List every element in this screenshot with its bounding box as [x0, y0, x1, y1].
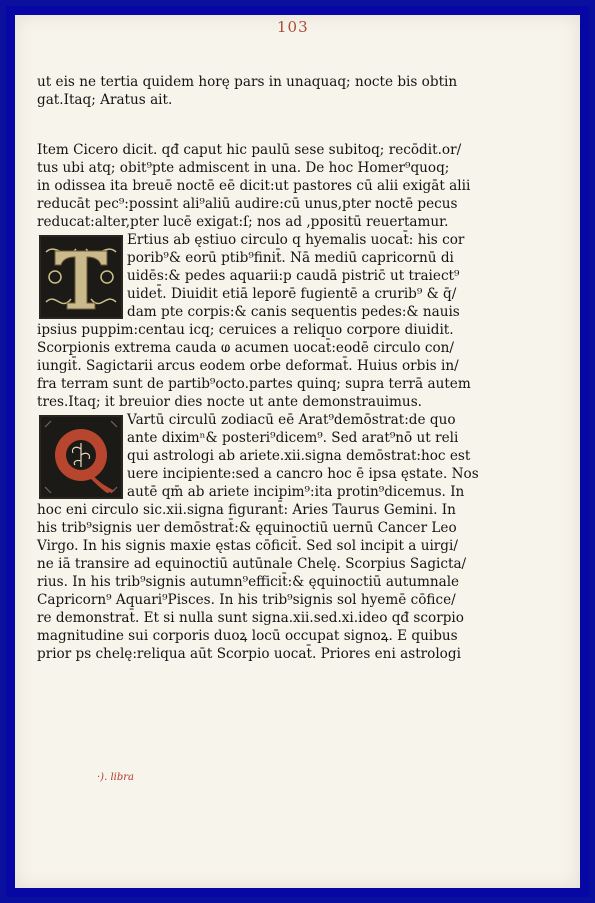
text-line-31: prior ps chelę:reliqua aūt Scorpio uocat̄. Priores eni astrologi: [37, 646, 461, 662]
manuscript-page: [15, 15, 580, 888]
text-line-4: tus ubi atq; obit⁹pte admiscent in una. De hoc Homer⁹quoq;: [37, 160, 450, 176]
text-line-27: rius. In his trib⁹signis autumn⁹efficit̄:& ęquinoctiū autumnale: [37, 574, 460, 590]
initial-t-ornament: [39, 235, 123, 319]
text-line-29: re demonstrat̄. Et si nulla sunt signa.xii.sed.xi.ideo qđ scorpio: [37, 610, 464, 626]
page-number: 103: [277, 18, 309, 36]
initial-q-ornament: [39, 415, 123, 499]
text-line-28: Capricorn⁹ Aquari⁹Pisces. In his trib⁹signis sol hyemē cōfice/: [37, 592, 456, 608]
text-line-3: Item Cicero dicit. qđ caput hic paulū sese subitoq; recōdit.or/: [37, 142, 462, 158]
text-line-12: dam pte corpis:& canis sequentis pedes:& nauis: [127, 304, 460, 320]
text-line-22: autē qm̄ ab ariete incipim⁹:ita protin⁹dicemus. In: [127, 484, 465, 500]
text-line-26: ne iā transire ad equinoctiū autūnale Chelę. Scorpius Sagicta/: [37, 556, 467, 572]
text-line-25: Virgo. In his signis maxie ęstas cōficit̄. Sed sol incipit a uirgi/: [37, 538, 458, 554]
text-line-16: fra terram sunt de partib⁹octo.partes quinq; supra terrā autem: [37, 376, 471, 392]
text-line-20: qui astrologi ab ariete.xii.signa demōstrat:hoc est: [127, 448, 471, 464]
text-line-14: Scorpionis extrema cauda ⱷ acumen uocat̄:eodē circulo con/: [37, 340, 455, 356]
text-line-2: gat.Itaq; Aratus ait.: [37, 92, 173, 108]
text-line-9: porib⁹& eorū ptib⁹finit̄. Nā mediū capricornū di: [127, 250, 454, 266]
text-line-7: reducat:alter,pter lucē exigat:ſ; nos ad ,ppositū reuertamur.: [37, 214, 449, 230]
text-line-17: tres.Itaq; it breuior dies nocte ut ante demonstrauimus.: [37, 394, 422, 410]
text-line-6: reducāt pec⁹:possint ali⁹aliū audire:cū unus,pter noctē pecus: [37, 196, 458, 212]
text-line-1: ut eis ne tertia quidem horę pars in unaquaq; nocte bis obtin: [37, 74, 458, 90]
text-line-11: uidet̄. Diuidit etiā leporē fugientē a crurib⁹ & q̄/: [127, 286, 457, 302]
text-line-30: magnitudine sui corporis duoꝝ locū occupat signoꝝ. E quibus: [37, 628, 458, 644]
text-line-19: ante diximⁿ& posteri⁹dicem⁹. Sed arat⁹nō ut reli: [127, 430, 459, 446]
text-line-18: Vartū circulū zodiacū eē Arat⁹demōstrat:de quo: [127, 412, 456, 428]
text-line-24: his trib⁹signis uer demōstrat̄:& ęquinoctiū uernū Cancer Leo: [37, 520, 457, 536]
text-line-21: uere incipiente:sed a cancro hoc ē ipsa ęstate. Nos: [127, 466, 479, 482]
text-line-10: uidēs:& pedes aquarii:p caudā pistric̄ ut traiect⁹: [127, 268, 460, 284]
margin-note: ·). libra: [97, 772, 134, 783]
text-line-5: in odissea ita breuē noctē eē dicit:ut pastores cū alii exigāt alii: [37, 178, 471, 194]
text-line-15: iungit̄. Sagictarii arcus eodem orbe deformat̄. Huius orbis in/: [37, 358, 459, 374]
text-line-13: ipsius puppim:centau icq; ceruices a reliquo corpore diuidit.: [37, 322, 454, 338]
text-line-23: hoc eni circulo sic.xii.signa figurant̄: Aries Taurus Gemini. In: [37, 502, 456, 518]
text-line-8: Ertius ab ęstiuo circulo q hyemalis uocat̄: his cor: [127, 232, 465, 248]
